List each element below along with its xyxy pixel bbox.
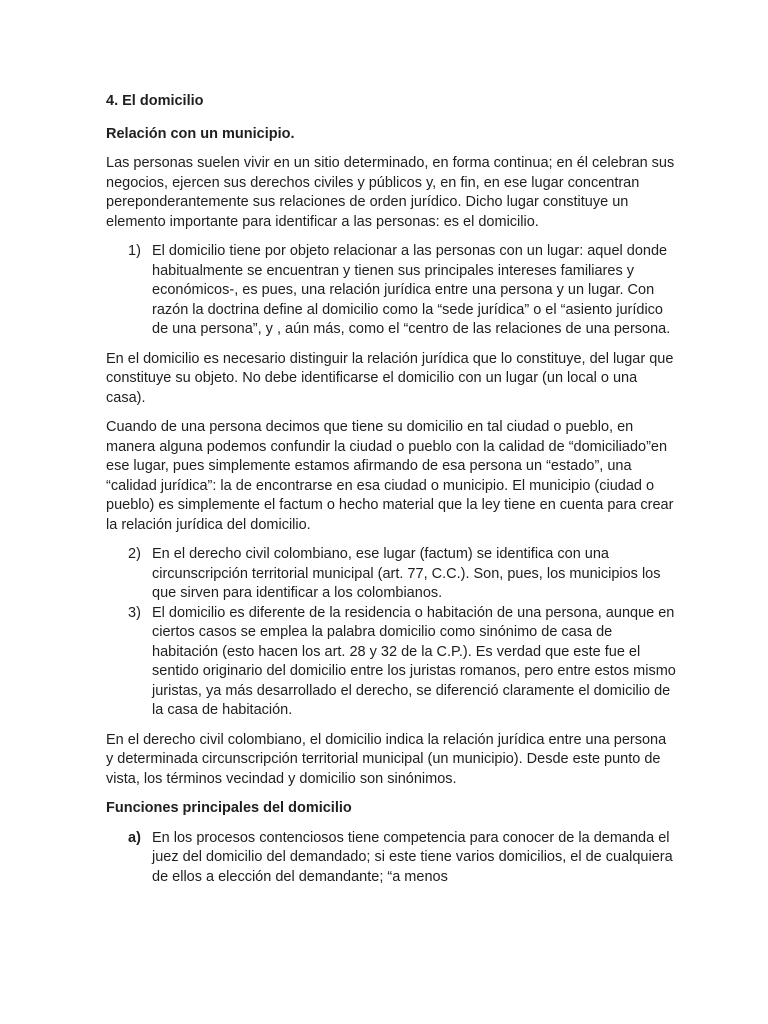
paragraph-factum: Cuando de una persona decimos que tiene su domicilio en tal ciudad o pueblo, en manera alguna podemos confundir la ciudad o pueblo con la calidad de “domiciliado”en ese lugar, pues simplemente estamos afirmando de esa persona un “estado”, una “calidad jurídica”: la de encontrarse en esa ciudad o municipio. El municipio (ciudad o pueblo) es simplemente el factum o hecho material que la ley tiene en cuenta para crear la relación jurídica del domicilio. (106, 419, 674, 533)
list-marker: 1) (128, 243, 141, 259)
numbered-list-1 (106, 242, 676, 340)
list-marker: 3) (128, 604, 141, 621)
paragraph-colombian-law: En el derecho civil colombiano, el domicilio indica la relación jurídica entre una persona y determinada circunscripción territorial municipal (un municipio). Desde este punto de vista, los términos vecindad y domicilio son sinónimos. (106, 731, 667, 787)
list-item-text: En el derecho civil colombiano, ese lugar (factum) se identifica con una circunscripción territorial municipal (art. 77, C.C.). Son, pues, los municipios los que sirven para identificar a los colombianos. (152, 546, 661, 601)
list-marker: 2) (128, 546, 141, 562)
list-item (106, 545, 676, 604)
functions-heading: Funciones principales del domicilio (106, 800, 352, 816)
paragraph-relation: En el domicilio es necesario distinguir la relación jurídica que lo constituye, del lugar que constituye su objeto. No debe identificarse el domicilio con un lugar (un local o una casa). (106, 350, 674, 406)
list-item (106, 242, 676, 340)
list-item-text: El domicilio tiene por objeto relacionar a las personas con un lugar: aquel donde habitualmente se encuentran y tienen sus principales intereses familiares y económicos-, es pues, una relación jurídica entre una persona y un lugar. Con razón la doctrina define al domicilio como la “sede jurídica” o el “asiento jurídico de una persona”, y , aún más, como el “centro de las relaciones de una persona. (152, 243, 671, 337)
list-item-text: En los procesos contenciosos tiene competencia para conocer de la demanda el juez del domicilio del demandado; si este tiene varios domicilios, el de cualquiera de ellos a elección del demandante; “a menos (152, 829, 673, 885)
document-page (106, 88, 676, 897)
list-marker: a) (128, 829, 141, 846)
section-heading: 4. El domicilio (106, 93, 204, 109)
lettered-list (106, 829, 676, 888)
list-item (106, 829, 676, 888)
subsection-heading: Relación con un municipio. (106, 125, 295, 142)
paragraph-intro: Las personas suelen vivir en un sitio determinado, en forma continua; en él celebran sus negocios, ejercen sus derechos civiles y públicos y, en fin, en ese lugar concentran pereponderantemente sus relaciones de orden jurídico. Dicho lugar constituye un elemento importante para identificar a las personas: es el domicilio. (106, 155, 675, 230)
list-item (106, 604, 676, 721)
list-item-text: El domicilio es diferente de la residencia o habitación de una persona, aunque en ciertos casos se emplea la palabra domicilio como sinónimo de casa de habitación (esto hacen los art. 28 y 32 de la C.P.). Es verdad que este fue el sentido originario del domicilio entre los juristas romanos, pero entre estos mismo juristas, ya más desarrollado el derecho, se diferenció claramente el domicilio de la casa de habitación. (152, 604, 676, 718)
numbered-list-2 (106, 545, 676, 721)
